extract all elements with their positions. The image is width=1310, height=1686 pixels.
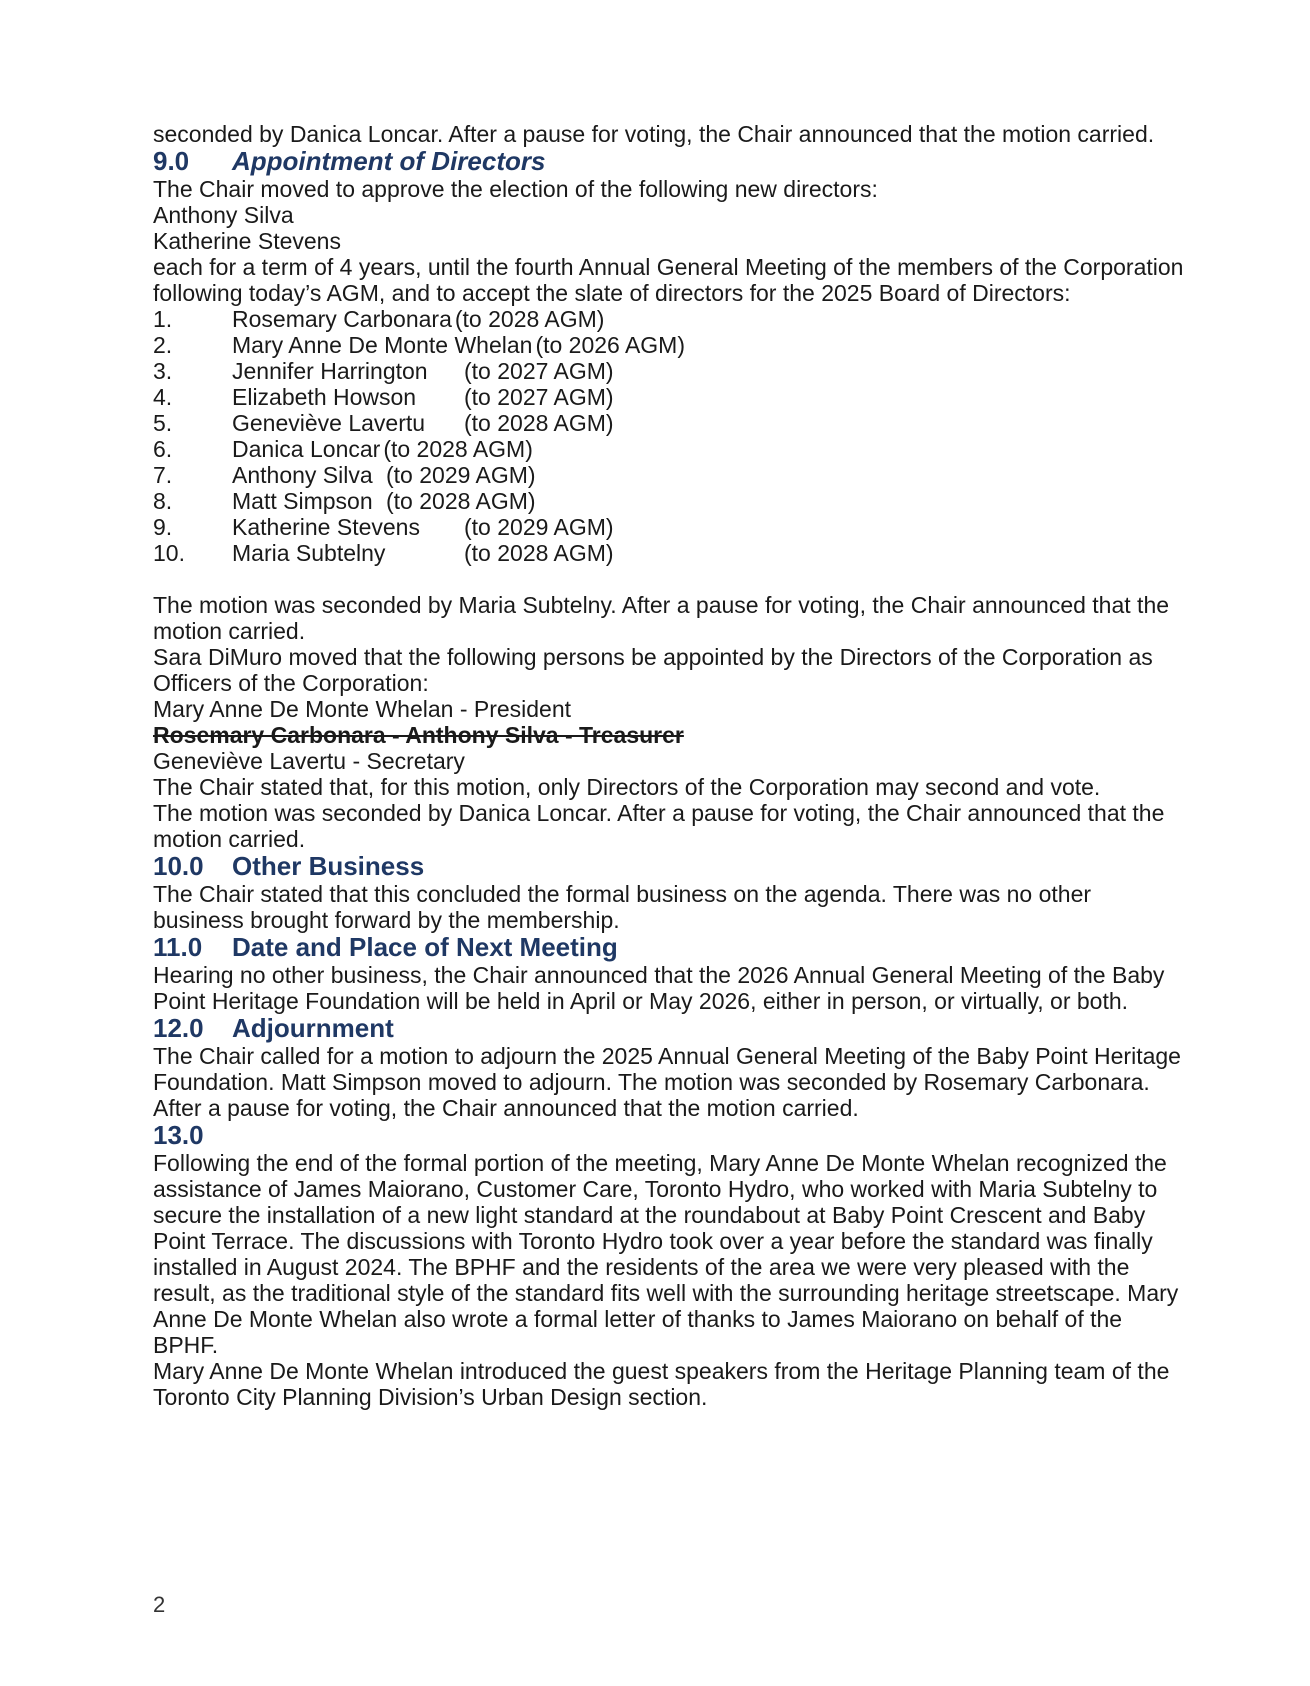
director-slate-list bbox=[153, 306, 1188, 566]
section-9-motion: The Chair moved to approve the election of the following new directors: bbox=[153, 176, 878, 202]
officer-secretary: Geneviève Lavertu - Secretary bbox=[153, 748, 465, 774]
director-slate-item bbox=[153, 488, 1188, 514]
slate-item-number: 2. bbox=[153, 332, 173, 358]
slate-item-name: Anthony Silva bbox=[232, 462, 373, 488]
director-slate-item bbox=[153, 462, 1188, 488]
slate-item-name: Jennifer Harrington bbox=[232, 358, 428, 384]
director-slate-item bbox=[153, 436, 1188, 462]
slate-item-term: (to 2028 AGM) bbox=[464, 410, 614, 436]
slate-item-name: Mary Anne De Monte Whelan bbox=[232, 332, 533, 358]
slate-item-number: 4. bbox=[153, 384, 173, 410]
slate-item-number: 6. bbox=[153, 436, 173, 462]
slate-item-term: (to 2028 AGM) bbox=[464, 540, 614, 566]
section-10-text: The Chair stated that this concluded the formal business on the agenda. There was no other business brought forward by the membership. bbox=[153, 881, 1092, 933]
section-12-heading bbox=[153, 1014, 1188, 1043]
section-12-text: The Chair called for a motion to adjourn the 2025 Annual General Meeting of the Baby Point Heritage Foundation. Matt Simpson moved to adjourn. The motion was seconded by Rosemary Carbonara. After a pause for voting, the Chair announced that the motion carried. bbox=[153, 1043, 1181, 1121]
slate-item-number: 5. bbox=[153, 410, 173, 436]
slate-item-number: 10. bbox=[153, 540, 185, 566]
director-slate-item bbox=[153, 332, 1188, 358]
slate-item-name: Geneviève Lavertu bbox=[232, 410, 426, 436]
slate-item-term: (to 2028 AGM) bbox=[386, 488, 536, 514]
section-10-title: Other Business bbox=[232, 851, 425, 881]
section-9-number: 9.0 bbox=[153, 146, 190, 176]
section-12-title: Adjournment bbox=[232, 1013, 394, 1043]
slate-item-term: (to 2027 AGM) bbox=[464, 384, 614, 410]
director-slate-item bbox=[153, 514, 1188, 540]
officer-president: Mary Anne De Monte Whelan - President bbox=[153, 696, 572, 722]
director-slate-item bbox=[153, 540, 1188, 566]
section-11-title: Date and Place of Next Meeting bbox=[232, 932, 618, 962]
slate-item-number: 1. bbox=[153, 306, 173, 332]
section-13-text-2: Mary Anne De Monte Whelan introduced the guest speakers from the Heritage Planning team of the Toronto City Planning Division’s Urban Design section. bbox=[153, 1358, 1170, 1410]
page-content bbox=[153, 121, 1188, 1410]
slate-item-name: Danica Loncar bbox=[232, 436, 381, 462]
slate-item-name: Katherine Stevens bbox=[232, 514, 420, 540]
section-9-seconded-2: The motion was seconded by Danica Loncar. After a pause for voting, the Chair announced that the motion carried. bbox=[153, 800, 1165, 852]
slate-item-number: 9. bbox=[153, 514, 173, 540]
officer-treasurer-struck: Rosemary Carbonara - Anthony Silva - Treasurer bbox=[153, 722, 684, 748]
slate-item-term: (to 2029 AGM) bbox=[464, 514, 614, 540]
slate-item-term: (to 2026 AGM) bbox=[535, 332, 686, 358]
directors-only-note: The Chair stated that, for this motion, only Directors of the Corporation may second and vote. bbox=[153, 774, 1101, 800]
director-slate-item bbox=[153, 306, 1188, 332]
slate-item-name: Matt Simpson bbox=[232, 488, 373, 514]
blank-line bbox=[153, 566, 1188, 592]
section-10-heading bbox=[153, 852, 1188, 881]
section-11-heading bbox=[153, 933, 1188, 962]
intro-paragraph: seconded by Danica Loncar. After a pause for voting, the Chair announced that the motion carried. bbox=[153, 121, 1155, 147]
slate-item-name: Rosemary Carbonara bbox=[232, 306, 452, 332]
section-9-title: Appointment of Directors bbox=[232, 146, 546, 176]
slate-item-term: (to 2028 AGM) bbox=[383, 436, 533, 462]
section-13-number: 13.0 bbox=[153, 1120, 204, 1150]
slate-item-term: (to 2029 AGM) bbox=[386, 462, 536, 488]
slate-item-term: (to 2028 AGM) bbox=[454, 306, 605, 332]
page-number: 2 bbox=[153, 1592, 166, 1617]
officers-motion: Sara DiMuro moved that the following persons be appointed by the Directors of the Corporation as Officers of the Corporation: bbox=[153, 644, 1153, 696]
section-13-text-1: Following the end of the formal portion of the meeting, Mary Anne De Monte Whelan recognized the assistance of James Maiorano, Customer Care, Toronto Hydro, who worked with Maria Subtelny to secure the installation of a new light standard at the roundabout at Baby Point Crescent and Baby Point Terrace. The discussions with Toronto Hydro took over a year before the standard was finally installed in August 2024. The BPHF and the residents of the area we were very pleased with the result, as the traditional style of the standard fits well with the surrounding heritage streetscape. Mary Anne De Monte Whelan also wrote a formal letter of thanks to James Maiorano on behalf of the BPHF. bbox=[153, 1150, 1179, 1358]
slate-item-name: Elizabeth Howson bbox=[232, 384, 417, 410]
section-9-term-text: each for a term of 4 years, until the fourth Annual General Meeting of the members of the Corporation following today’s AGM, and to accept the slate of directors for the 2025 Board of Directors: bbox=[153, 254, 1184, 306]
section-13-heading bbox=[153, 1121, 1188, 1150]
section-9-heading bbox=[153, 147, 1188, 176]
director-slate-item bbox=[153, 358, 1188, 384]
new-director-2: Katherine Stevens bbox=[153, 228, 341, 254]
director-slate-item bbox=[153, 410, 1188, 436]
slate-item-number: 3. bbox=[153, 358, 173, 384]
section-12-number: 12.0 bbox=[153, 1013, 204, 1043]
slate-item-name: Maria Subtelny bbox=[232, 540, 386, 566]
director-slate-item bbox=[153, 384, 1188, 410]
new-director-1: Anthony Silva bbox=[153, 202, 294, 228]
slate-item-number: 7. bbox=[153, 462, 173, 488]
section-11-number: 11.0 bbox=[153, 932, 203, 962]
section-11-text: Hearing no other business, the Chair announced that the 2026 Annual General Meeting of the Baby Point Heritage Foundation will be held in April or May 2026, either in person, or virtually, or both. bbox=[153, 962, 1165, 1014]
section-9-seconded: The motion was seconded by Maria Subtelny. After a pause for voting, the Chair announced that the motion carried. bbox=[153, 592, 1170, 644]
section-10-number: 10.0 bbox=[153, 851, 204, 881]
slate-item-term: (to 2027 AGM) bbox=[464, 358, 614, 384]
slate-item-number: 8. bbox=[153, 488, 173, 514]
